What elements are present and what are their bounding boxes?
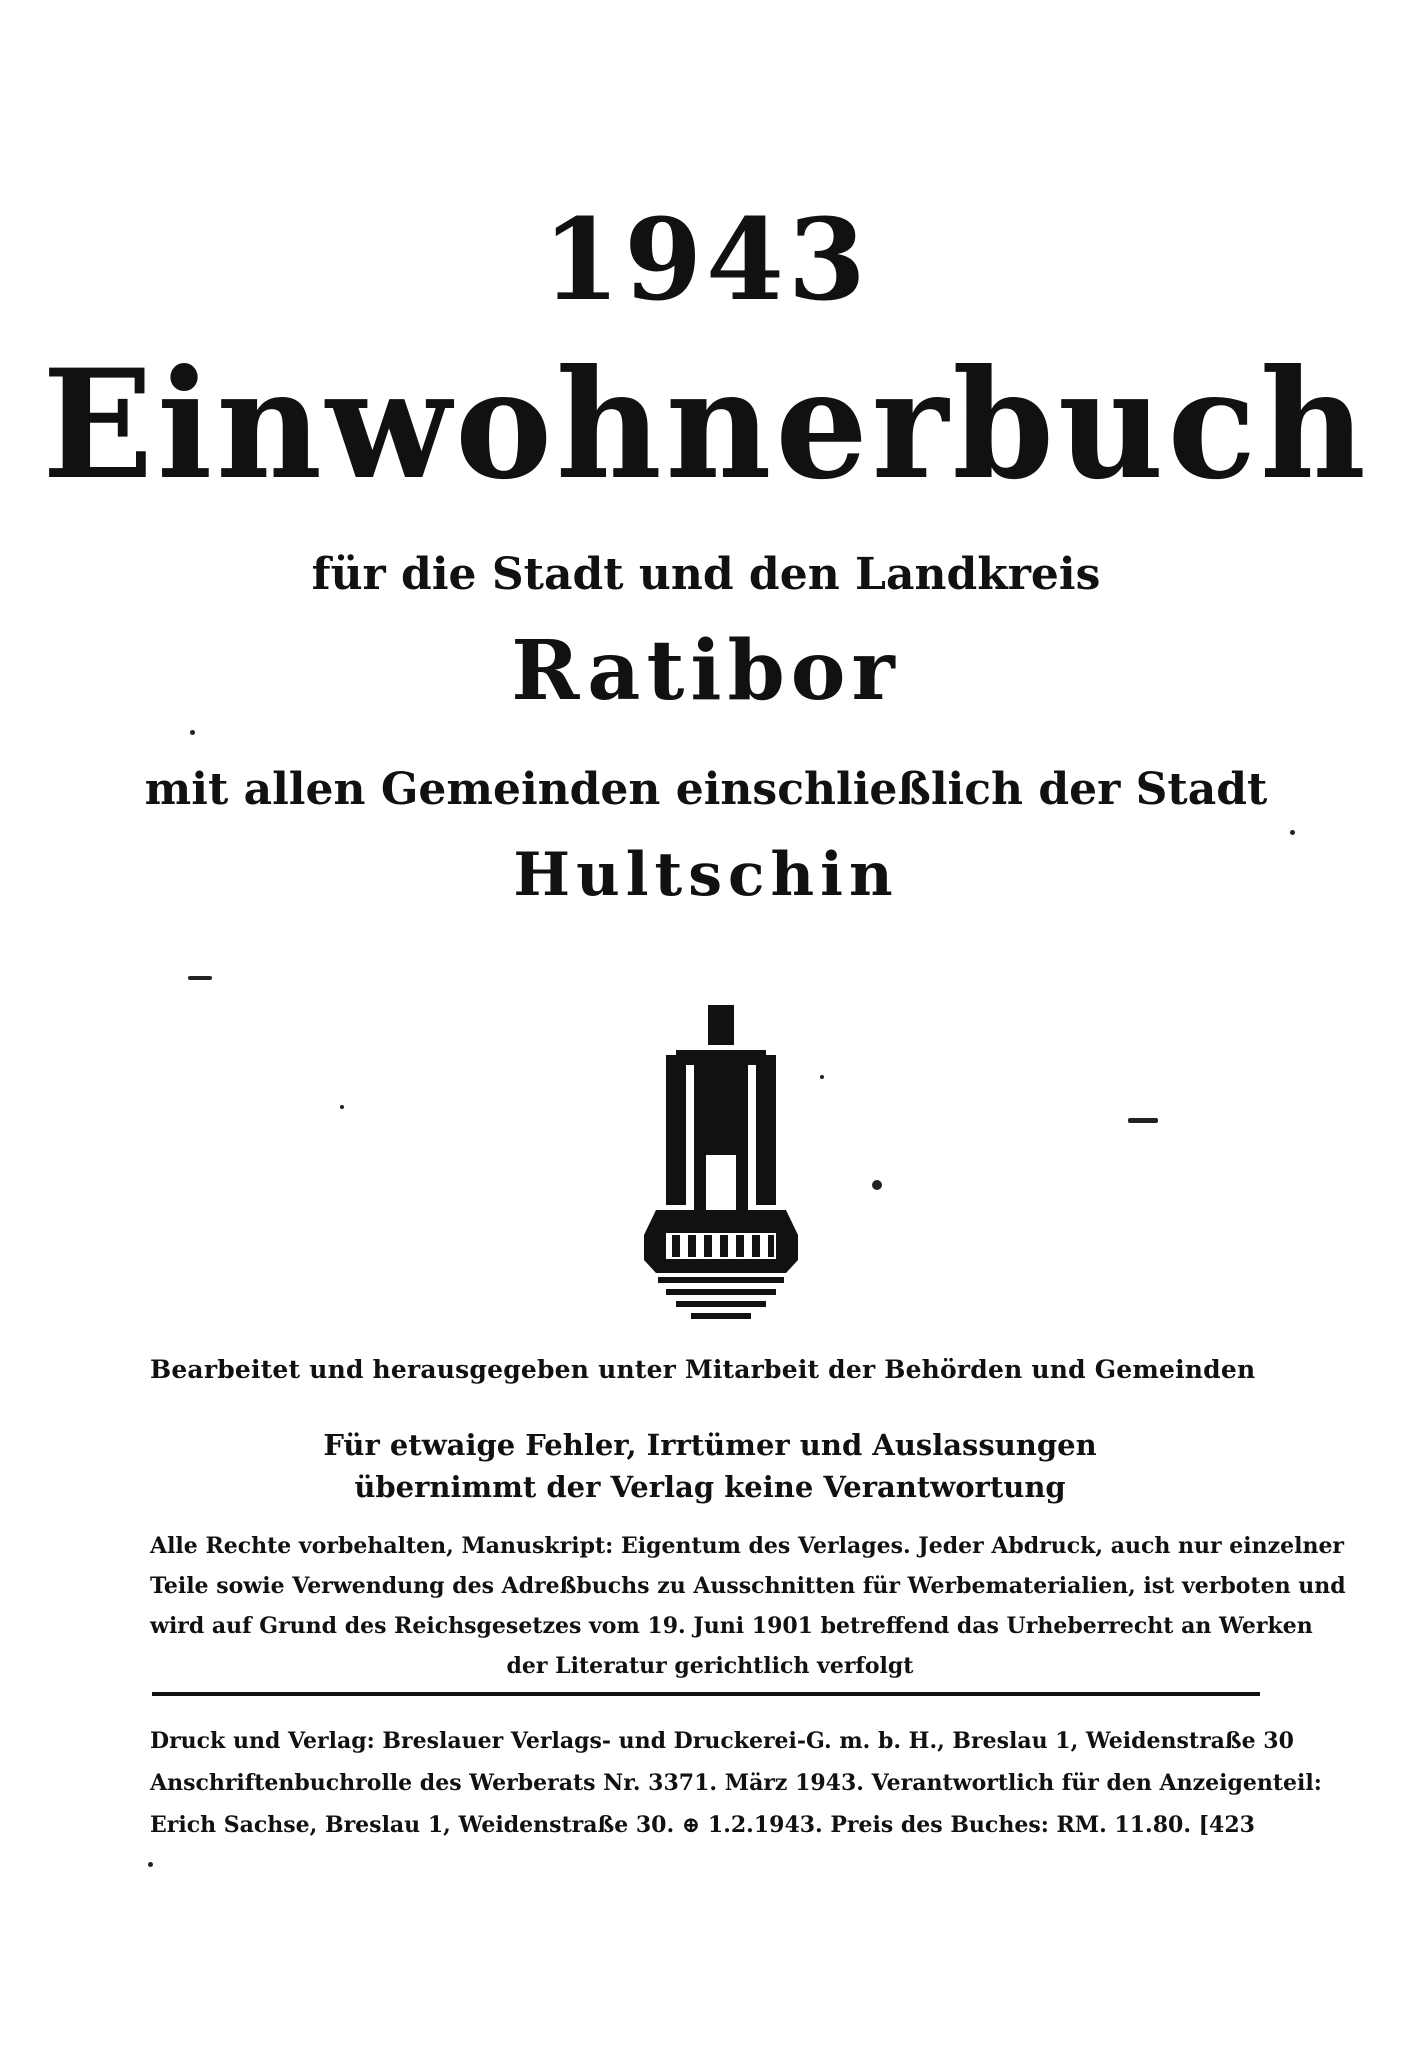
- scan-speck: [188, 976, 212, 980]
- rights-notice: [150, 1526, 1346, 1686]
- city-name: Ratibor: [511, 623, 901, 719]
- editors-line: Bearbeitet und herausgegeben unter Mitarbeit der Behörden und Gemeinden: [150, 1355, 1256, 1384]
- rights-line: Teile sowie Verwendung des Adreßbuchs zu Ausschnitten für Werbematerialien, ist verboten und: [150, 1573, 1346, 1599]
- scan-speck: [1128, 1118, 1158, 1123]
- main-title: Einwohnerbuch: [42, 337, 1370, 513]
- scan-speck: [340, 1105, 344, 1109]
- disclaimer-line-1: Für etwaige Fehler, Irrtümer und Auslassungen: [323, 1428, 1097, 1462]
- scan-speck: [1290, 830, 1295, 835]
- rights-line: Alle Rechte vorbehalten, Manuskript: Eigentum des Verlages. Jeder Abdruck, auch nur einzelner: [150, 1533, 1345, 1559]
- divider: [152, 1692, 1260, 1696]
- subtitle-line-2: mit allen Gemeinden einschließlich der Stadt: [144, 764, 1268, 815]
- rights-line: der Literatur gerichtlich verfolgt: [506, 1653, 914, 1679]
- eagle-emblem-icon: [636, 1005, 806, 1325]
- scan-speck: [190, 730, 195, 735]
- imprint-line: Anschriftenbuchrolle des Werberats Nr. 3371. März 1943. Verantwortlich für den Anzeigenteil:: [150, 1770, 1322, 1796]
- year: 1943: [542, 195, 870, 326]
- imprint-line: Druck und Verlag: Breslauer Verlags- und Druckerei-G. m. b. H., Breslau 1, Weidenstraße 30: [150, 1728, 1294, 1754]
- scan-speck: [820, 1075, 824, 1079]
- scan-speck: [148, 1862, 153, 1867]
- imprint-line: Erich Sachse, Breslau 1, Weidenstraße 30. ⊕ 1.2.1943. Preis des Buches: RM. 11.80. [423: [150, 1812, 1255, 1838]
- disclaimer: [150, 1424, 1270, 1508]
- scan-speck: [872, 1180, 882, 1190]
- rights-line: wird auf Grund des Reichsgesetzes vom 19. Juni 1901 betreffend das Urheberrecht an Werken: [150, 1613, 1313, 1639]
- imprint: [150, 1720, 1322, 1846]
- subtitle-line-1: für die Stadt und den Landkreis: [311, 549, 1101, 600]
- disclaimer-line-2: übernimmt der Verlag keine Verantwortung: [354, 1470, 1066, 1504]
- city-name-secondary: Hultschin: [513, 840, 899, 910]
